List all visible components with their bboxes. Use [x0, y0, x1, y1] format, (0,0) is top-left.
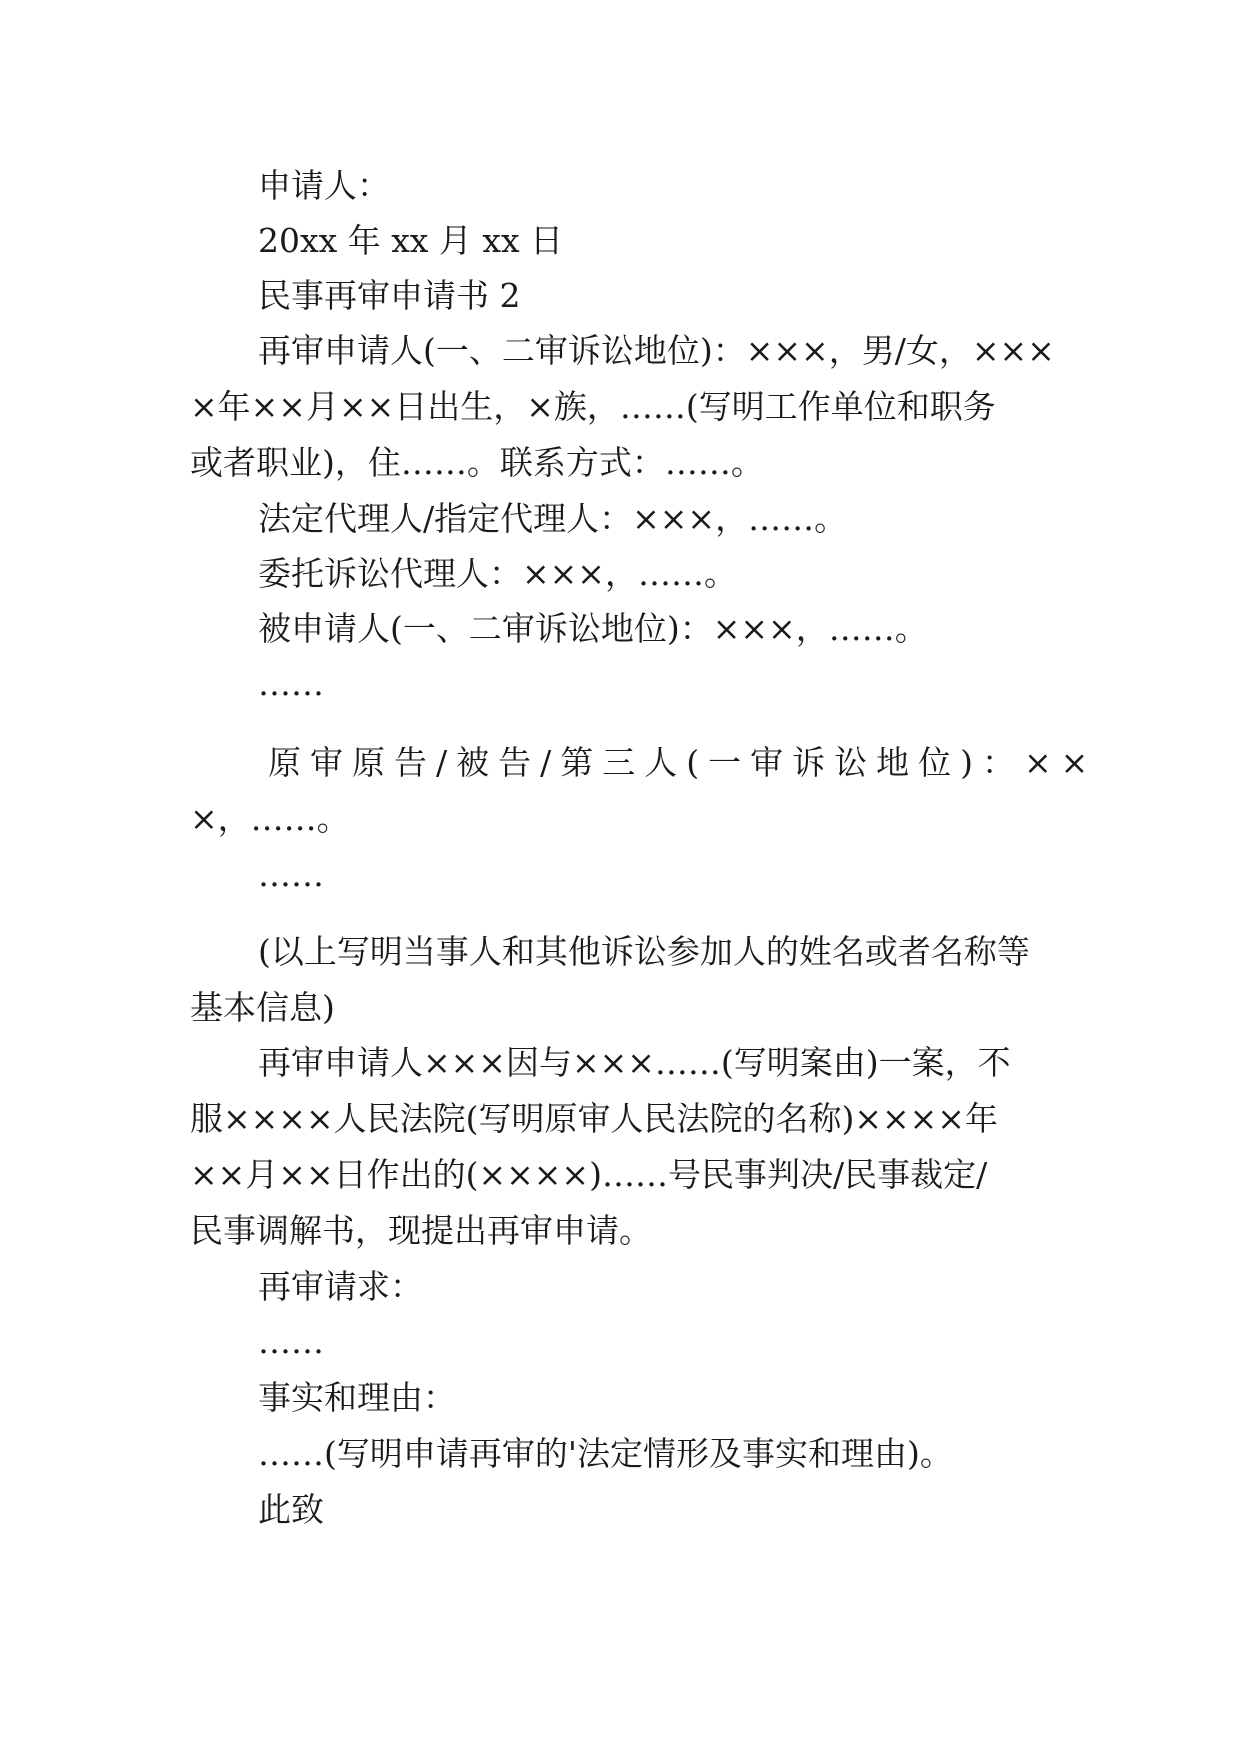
- paragraph-line: ××月××日作出的(××××)……号民事判决/民事裁定/: [190, 1155, 988, 1194]
- closing-line: 此致: [258, 1490, 324, 1529]
- paragraph-line: 再审申请人×××因与×××……(写明案由)一案，不: [258, 1043, 1011, 1082]
- document-title: 民事再审申请书 2: [258, 276, 521, 315]
- paragraph-line: (以上写明当事人和其他诉讼参加人的姓名或者名称等: [258, 932, 1030, 971]
- date-line: 20xx 年 xx 月 xx 日: [258, 221, 564, 260]
- section-heading: 再审请求：: [258, 1267, 423, 1306]
- ellipsis-line: ……: [258, 664, 324, 703]
- paragraph-line: 基本信息): [190, 988, 335, 1027]
- paragraph-line: 再审申请人(一、二审诉讼地位)：×××，男/女，×××: [258, 331, 1055, 370]
- paragraph-line: 原审原告/被告/第三人(一审诉讼地位)：××: [268, 743, 1098, 782]
- section-heading: 事实和理由：: [258, 1378, 456, 1417]
- paragraph-line: 被申请人(一、二审诉讼地位)：×××，……。: [258, 609, 928, 648]
- paragraph-line: 委托诉讼代理人：×××，……。: [258, 554, 737, 593]
- paragraph-line: ×年××月××日出生，×族，……(写明工作单位和职务: [190, 387, 996, 426]
- ellipsis-line: ……: [258, 1322, 324, 1361]
- paragraph-line: 民事调解书，现提出再审申请。: [190, 1211, 652, 1250]
- applicant-signature-label: 申请人：: [258, 166, 390, 205]
- paragraph-line: ……(写明申请再审的'法定情形及事实和理由)。: [258, 1434, 953, 1473]
- paragraph-line: ×，……。: [190, 799, 350, 838]
- paragraph-line: 或者职业)，住……。联系方式：……。: [190, 443, 764, 482]
- ellipsis-line: ……: [258, 855, 324, 894]
- paragraph-line: 法定代理人/指定代理人：×××，……。: [258, 499, 848, 538]
- paragraph-line: 服××××人民法院(写明原审人民法院的名称)××××年: [190, 1099, 998, 1138]
